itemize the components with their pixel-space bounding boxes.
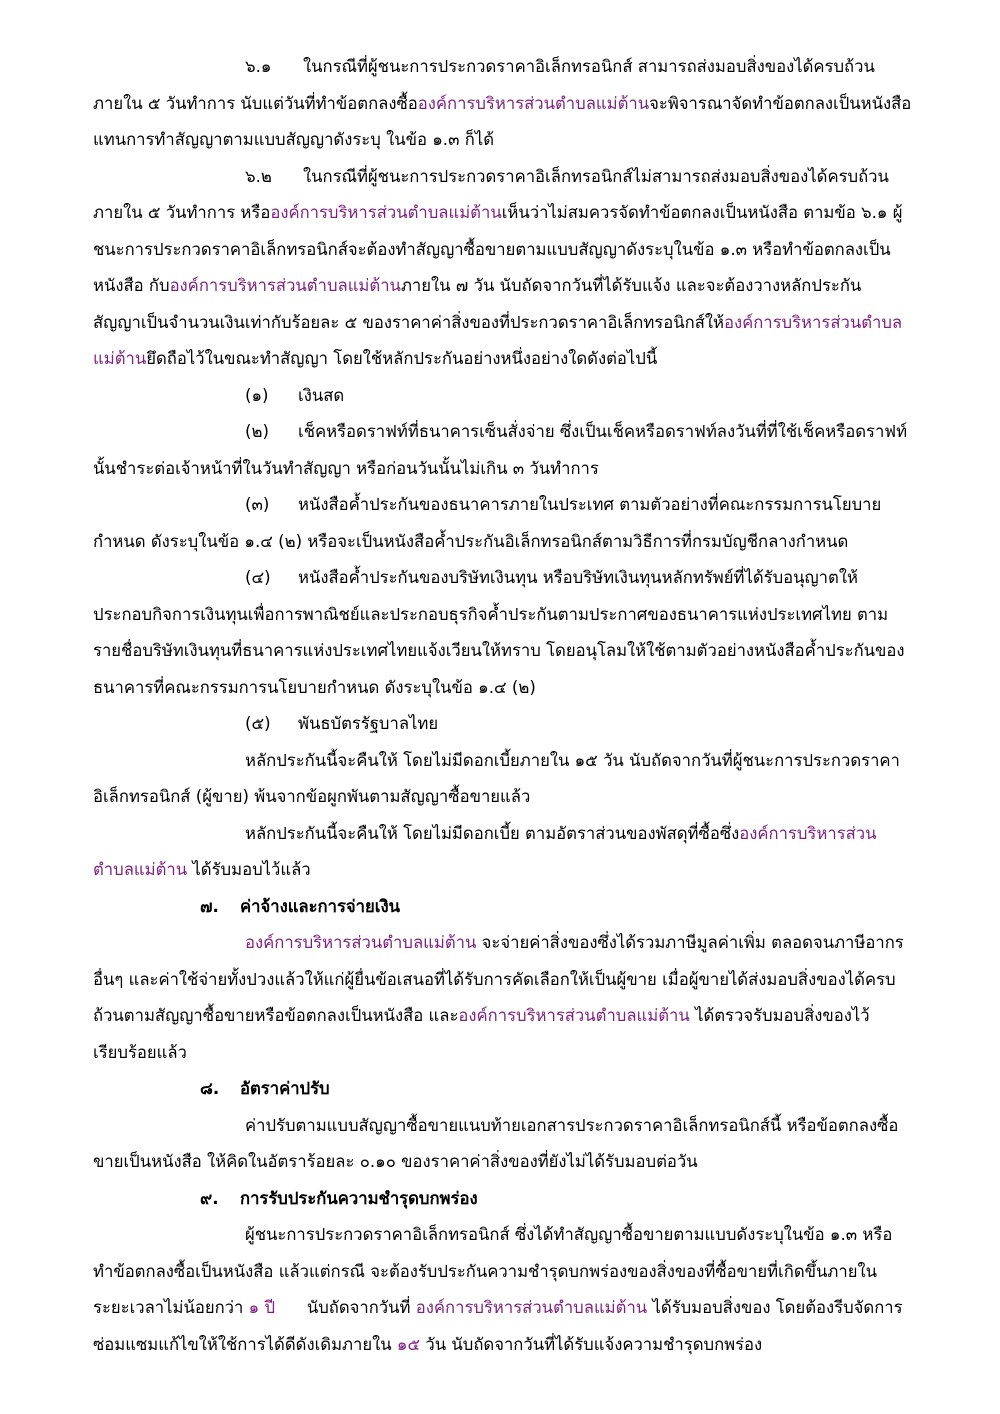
line-text [298,706,920,743]
text-line [0,670,1000,707]
org-name-highlight: ๑๕ [396,1334,421,1354]
text-line [0,560,1000,597]
line-text [93,633,920,670]
text-line [0,487,1000,524]
text-line [0,305,1000,342]
text-line [0,159,1000,196]
text-segment: ภายใน ๕ วันทำการ นับแต่วันที่ทำข้อตกลงซื้อ [93,93,418,113]
org-name-highlight: องค์การบริหารส่วนตำบลแม่ต้าน [169,276,401,295]
text-segment: อัตราค่าปรับ [240,1079,330,1098]
line-text [93,86,920,123]
line-text [93,1254,920,1291]
text-line [0,232,1000,269]
text-line [0,998,1000,1035]
text-segment: ยึดถือไว้ในขณะทำสัญญา โดยใช้หลักประกันอย่างหนึ่งอย่างใดดังต่อไปนี้ [146,349,658,368]
line-text [93,122,920,159]
item-marker: (๑) [245,385,269,405]
org-name-highlight: องค์การบริหารส่วนตำบลแม่ต้าน [245,933,477,952]
line-text [93,305,920,342]
section-heading [0,1071,1000,1108]
line-text [93,962,920,999]
text-segment: ธนาคารที่คณะกรรมการนโยบายกำหนด ดังระบุในข้อ ๑.๔ (๒) [93,677,536,697]
org-name-highlight: องค์การบริหารส่วนตำบลแม่ต้าน [270,203,502,222]
text-segment: หนังสือค้ำประกันของบริษัทเงินทุน หรือบริษัทเงินทุนหลักทรัพย์ที่ได้รับอนุญาตให้ [298,568,858,587]
line-text [93,451,920,488]
item-marker: (๔) [245,568,271,587]
text-line [0,414,1000,451]
line-text [93,597,920,634]
text-segment: ค่าปรับตามแบบสัญญาซื้อขายแนบท้ายเอกสารประกวดราคาอิเล็กทรอนิกส์นี้ หรือข้อตกลงซื้อ [245,1115,899,1135]
line-text [245,1108,920,1145]
section-heading-text [240,1181,920,1218]
line-text [93,1144,920,1181]
text-segment: นับถัดจากวันที่ [275,1298,416,1317]
line-text [93,1327,920,1364]
text-segment: รายชื่อบริษัทเงินทุนที่ธนาคารแห่งประเทศไทยแจ้งเวียนให้ทราบ โดยอนุโลมให้ใช้ตามตัวอย่างหนังสือค้ำประกันของ [93,641,905,660]
line-text [303,159,920,196]
line-text [93,779,920,816]
item-marker: (๕) [245,714,271,733]
text-segment: การรับประกันความชำรุดบกพร่อง [240,1188,478,1208]
text-segment: พันธบัตรรัฐบาลไทย [298,714,439,733]
item-marker: (๓) [245,495,270,514]
line-text [298,378,920,415]
text-line [0,633,1000,670]
text-segment: นั้นชำระต่อเจ้าหน้าที่ในวันทำสัญญา หรือก่อนวันนั้นไม่เกิน ๓ วันทำการ [93,458,599,478]
text-segment: ประกอบกิจการเงินทุนเพื่อการพาณิชย์และประกอบธุรกิจค้ำประกันตามประกาศของธนาคารแห่งประเทศไทย ตาม [93,604,889,624]
text-segment: อิเล็กทรอนิกส์ (ผู้ขาย) พ้นจากข้อผูกพันตามสัญญาซื้อขายแล้ว [93,787,531,806]
line-text [93,268,920,305]
text-line [0,779,1000,816]
text-line [0,1327,1000,1364]
text-line [0,706,1000,743]
org-name-highlight: องค์การบริหารส่วนตำบลแม่ต้าน [458,1006,690,1025]
section-number: ๗. [200,896,219,916]
text-line [0,49,1000,86]
text-segment: กำหนด ดังระบุในข้อ ๑.๔ (๒) หรือจะเป็นหนังสือค้ำประกันอิเล็กทรอนิกส์ตามวิธีการที่กรมบัญชีกลางกำหนด [93,531,849,551]
text-segment: ในกรณีที่ผู้ชนะการประกวดราคาอิเล็กทรอนิกส์ไม่สามารถส่งมอบสิ่งของได้ครบถ้วน [303,166,889,186]
text-line [0,341,1000,378]
text-segment: ได้รับมอบสิ่งของ โดยต้องรีบจัดการ [647,1298,903,1317]
text-segment: วัน นับถัดจากวันที่ได้รับแจ้งความชำรุดบกพร่อง [420,1334,763,1354]
text-segment: ผู้ชนะการประกวดราคาอิเล็กทรอนิกส์ ซึ่งได้ทำสัญญาซื้อขายตามแบบดังระบุในข้อ ๑.๓ หรือ [245,1225,893,1244]
text-segment: หลักประกันนี้จะคืนให้ โดยไม่มีดอกเบี้ย ตามอัตราส่วนของพัสดุที่ซื้อซึ่ง [245,823,740,843]
line-text [245,816,920,853]
line-text [298,560,920,597]
text-segment: เห็นว่าไม่สมควรจัดทำข้อตกลงเป็นหนังสือ ตามข้อ ๖.๑ ผู้ [501,203,903,222]
line-text [93,232,920,269]
text-segment: สัญญาเป็นจำนวนเงินเท่ากับร้อยละ ๕ ของราคาค่าสิ่งของที่ประกวดราคาอิเล็กทรอนิกส์ให้ [93,312,724,332]
text-segment: เช็คหรือดราฟท์ที่ธนาคารเซ็นสั่งจ่าย ซึ่งเป็นเช็คหรือดราฟท์ลงวันที่ที่ใช้เช็คหรือดราฟท์ [298,422,908,441]
org-name-highlight: องค์การบริหารส่วน [739,823,877,843]
text-line [0,1290,1000,1327]
text-line [0,962,1000,999]
clause-number: ๖.๒ [245,166,272,186]
org-name-highlight: แม่ต้าน [93,349,147,368]
text-segment: ได้ตรวจรับมอบสิ่งของไว้ [689,1006,870,1025]
text-segment: ภายใน ๗ วัน นับถัดจากวันที่ได้รับแจ้ง และจะต้องวางหลักประกัน [400,276,862,295]
text-segment: เงินสด [298,385,345,405]
section-heading-text [240,889,920,926]
text-segment: ระยะเวลาไม่น้อยกว่า [93,1298,249,1317]
section-number: ๙. [200,1188,219,1208]
line-text [93,195,920,232]
line-text [245,925,920,962]
text-line [0,597,1000,634]
org-name-highlight: องค์การบริหารส่วนตำบล [723,312,903,332]
line-text [298,414,920,451]
line-text [245,1217,920,1254]
text-line [0,1254,1000,1291]
text-segment: ทำข้อตกลงซื้อเป็นหนังสือ แล้วแต่กรณี จะต้องรับประกันความชำรุดบกพร่องของสิ่งของที่ซื้อขายที่เกิดขึ้นภายใน [93,1261,877,1281]
text-line [0,925,1000,962]
text-segment: ภายใน ๕ วันทำการ หรือ [93,203,271,222]
text-line [0,1108,1000,1145]
text-line [0,268,1000,305]
text-segment: ในกรณีที่ผู้ชนะการประกวดราคาอิเล็กทรอนิกส์ สามารถส่งมอบสิ่งของได้ครบถ้วน [303,57,875,76]
text-segment: ถ้วนตามสัญญาซื้อขายหรือข้อตกลงเป็นหนังสือ และ [93,1006,459,1025]
text-segment: หนังสือค้ำประกันของธนาคารภายในประเทศ ตามตัวอย่างที่คณะกรรมการนโยบาย [298,495,882,514]
text-line [0,122,1000,159]
line-text [93,670,920,707]
text-segment: หนังสือ กับ [93,276,170,295]
line-text [93,998,920,1035]
line-text [298,487,920,524]
section-number: ๘. [200,1079,220,1098]
text-segment: หลักประกันนี้จะคืนให้ โดยไม่มีดอกเบี้ยภายใน ๑๕ วัน นับถัดจากวันที่ผู้ชนะการประกวดราคา [245,750,900,770]
text-segment: ชนะการประกวดราคาอิเล็กทรอนิกส์จะต้องทำสัญญาซื้อขายตามแบบสัญญาดังระบุในข้อ ๑.๓ หรือทำข้อตกลงเป็น [93,239,891,259]
text-line [0,378,1000,415]
clause-number: ๖.๑ [245,57,272,76]
item-marker: (๒) [245,422,269,441]
text-segment: ขายเป็นหนังสือ ให้คิดในอัตราร้อยละ ๐.๑๐ ของราคาค่าสิ่งของที่ยังไม่ได้รับมอบต่อวัน [93,1152,698,1171]
text-line [0,195,1000,232]
line-text [93,1035,920,1072]
text-segment: ค่าจ้างและการจ่ายเงิน [240,896,400,916]
text-line [0,1144,1000,1181]
text-line [0,1035,1000,1072]
text-segment: จะจ่ายค่าสิ่งของซึ่งได้รวมภาษีมูลค่าเพิ่ม ตลอดจนภาษีอากร [476,933,904,952]
text-line [0,524,1000,561]
text-segment: จะพิจารณาจัดทำข้อตกลงเป็นหนังสือ [649,93,912,113]
section-heading [0,1181,1000,1218]
text-line [0,816,1000,853]
section-heading-text [240,1071,920,1108]
section-heading [0,889,1000,926]
line-text [245,743,920,780]
line-text [93,341,920,378]
line-text [93,524,920,561]
text-segment: ซ่อมแซมแก้ไขให้ใช้การได้ดีดังเดิมภายใน [93,1334,397,1354]
text-line [0,451,1000,488]
text-line [0,852,1000,889]
text-segment: เรียบร้อยแล้ว [93,1042,187,1062]
org-name-highlight: องค์การบริหารส่วนตำบลแม่ต้าน [417,93,650,113]
line-text [93,1290,920,1327]
text-segment: ได้รับมอบไว้แล้ว [187,860,311,879]
org-name-highlight: องค์การบริหารส่วนตำบลแม่ต้าน [415,1298,648,1317]
text-line [0,86,1000,123]
line-text [93,852,920,889]
text-segment: อื่นๆ และค่าใช้จ่ายทั้งปวงแล้วให้แก่ผู้ยื่นข้อเสนอที่ได้รับการคัดเลือกให้เป็นผู้ขาย เมื่อผู้ขายได้ส่งมอบสิ่งของได้ครบ [93,969,896,989]
text-line [0,1217,1000,1254]
text-segment: แทนการทำสัญญาตามแบบสัญญาดังระบุ ในข้อ ๑.๓ ก็ได้ [93,130,495,149]
org-name-highlight: ตำบลแม่ต้าน [93,860,188,879]
text-line [0,743,1000,780]
org-name-highlight: ๑ ปี [248,1298,276,1317]
line-text [303,49,920,86]
document-page [0,49,1000,1363]
